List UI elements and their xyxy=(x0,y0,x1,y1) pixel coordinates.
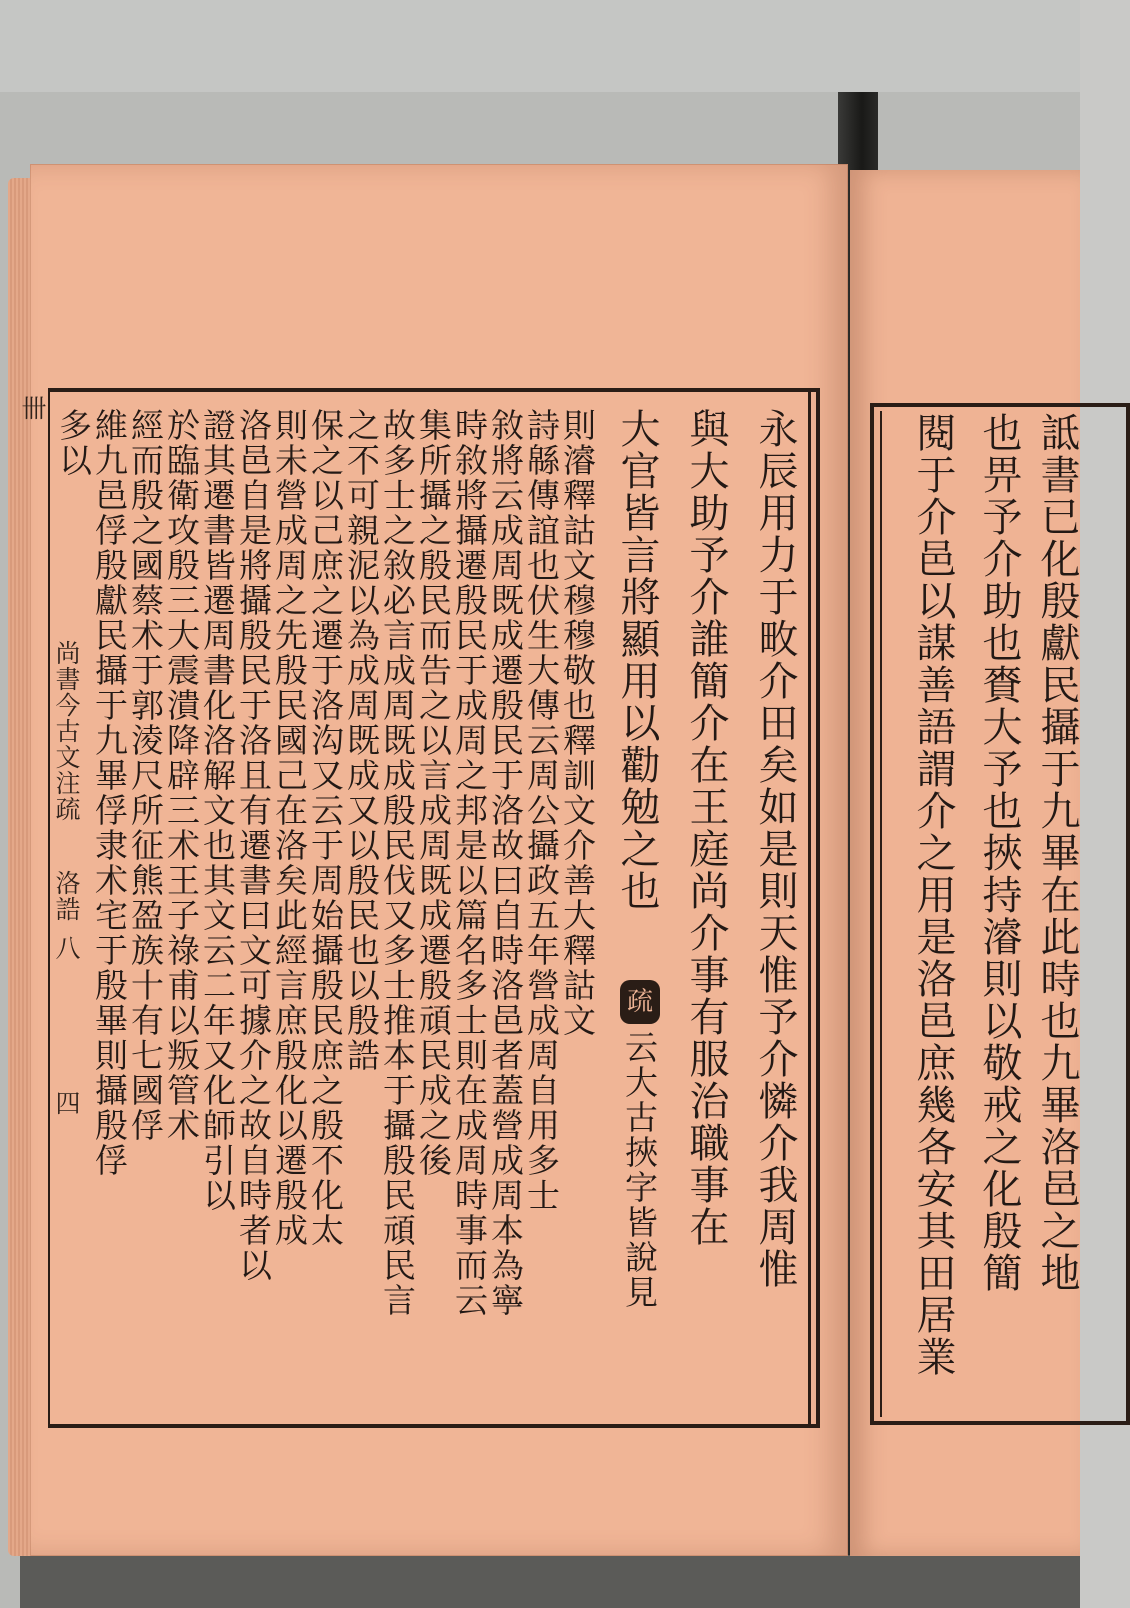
main-text-column: 與大助予介誰簡介在王庭尚介事有服治職事在 xyxy=(683,408,729,1248)
top-background xyxy=(0,0,1080,92)
commentary-column: 多以 xyxy=(54,408,93,478)
main-text-column: 永辰用力于畋介田矣如是則天惟予介憐介我周惟 xyxy=(752,408,798,1290)
main-text-column: 大官皆言將顯用以勸勉之也 xyxy=(614,408,660,912)
page-shadow xyxy=(20,1555,1080,1608)
commentary-column: 經而殷之國蔡术于郭淩尺所征熊盈族十有七國俘 xyxy=(126,408,165,1143)
commentary-column: 則未營成周之先殷民國己在洛矣此經言庶殷化以遷殷成 xyxy=(270,408,309,1248)
commentary-column: 時敘將攝遷殷民于成周之邦是以篇名多士則在成周時事而云 xyxy=(450,408,489,1318)
right-page-column: 也畀予介助也賚大予也挾持濬則以敬戒之化殷簡 xyxy=(976,412,1022,1294)
commentary-column: 故多士之敘必言成周既成殷民伐又多士推本于攝殷民頑民言 xyxy=(378,408,417,1318)
commentary-column: 證其遷書皆遷周書化洛解文也其文云二年又化師引以 xyxy=(198,408,237,1213)
commentary-column: 保之以己庶之遷于洛沟又云于周始攝殷民庶之殷不化太 xyxy=(306,408,345,1248)
commentary-column: 於臨衛攻殷三大震潰降辟三术王子祿甫以叛管术 xyxy=(162,408,201,1143)
spine-mark: 卌 xyxy=(18,395,47,421)
spine-page: 四 xyxy=(52,1090,81,1116)
commentary-column: 云大古挾字皆說見 xyxy=(620,1030,659,1310)
right-frame-inner-rule xyxy=(880,411,882,1417)
commentary-column: 維九邑俘殷獻民攝于九畢俘隶术宅于殷畢則攝殷俘 xyxy=(90,408,129,1178)
commentary-marker: 疏 xyxy=(620,980,660,1024)
commentary-column: 洛邑自是將攝殷民于洛且有遷書曰文可據介之故自時者以 xyxy=(234,408,273,1283)
right-page-column: 閱于介邑以謀善語謂介之用是洛邑庶幾各安其田居業 xyxy=(910,412,956,1378)
right-page-column: 詆書已化殷獻民攝于九畢在此時也九畢洛邑之地 xyxy=(1034,412,1080,1294)
commentary-column: 則濬釋詁文穆穆敬也釋訓文介善大釋詁文 xyxy=(558,408,597,1038)
spine-subtitle: 洛誥 xyxy=(52,870,81,922)
commentary-column: 之不可親泥以為成周既成又以殷民也以殷誥 xyxy=(342,408,381,1073)
commentary-column: 敘將云成周既成遷殷民于洛故曰自時洛邑者蓋營成周本為寧 xyxy=(486,408,525,1318)
commentary-column: 詩緜傳誼也伏生大傳云周公攝政五年營成周自用多士 xyxy=(522,408,561,1213)
spine-chapter: 八 xyxy=(52,935,81,961)
spine-title: 尚書今古文注疏 xyxy=(52,640,81,822)
left-frame-inner-rule xyxy=(808,392,811,1424)
commentary-column: 集所攝之殷民而告之以言成周既成遷殷頑民成之後 xyxy=(414,408,453,1178)
